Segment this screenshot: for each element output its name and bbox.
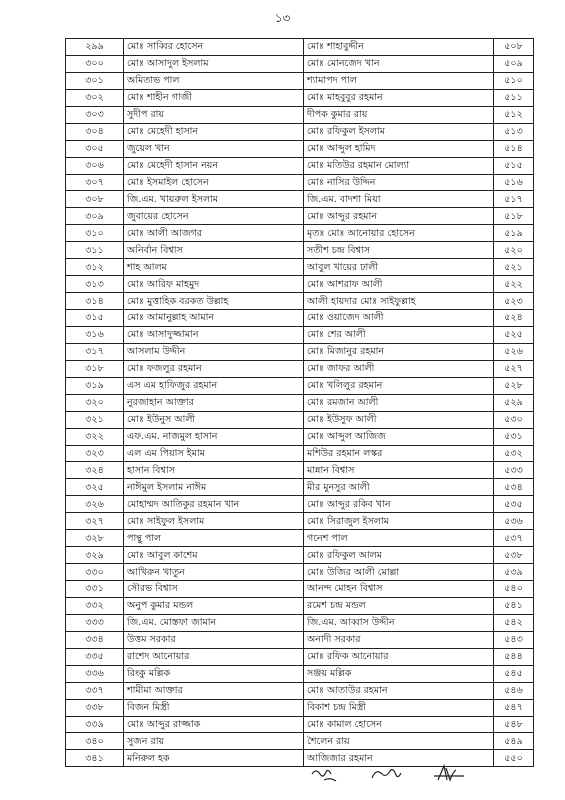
serial-cell: ৩০৭ [66, 174, 124, 191]
serial-cell: ৩০৩ [66, 106, 124, 123]
number-cell: ৫১০ [494, 72, 534, 89]
father-name-cell: মোঃ মোনজেদ খান [304, 55, 494, 72]
name-cell: জি.এম. মোস্তফা জামান [124, 614, 304, 631]
name-cell: রিংকু মল্লিক [124, 665, 304, 682]
number-cell: ৫৩৭ [494, 530, 534, 547]
name-cell: বিজন মিস্ত্রী [124, 699, 304, 716]
number-cell: ৫৩৯ [494, 564, 534, 581]
name-cell: আসলাম উদ্দীন [124, 343, 304, 360]
name-cell: মোঃ আব্দুর রাজ্জাক [124, 716, 304, 733]
serial-cell: ৩০৯ [66, 208, 124, 225]
table-row [66, 174, 534, 191]
name-cell: মোঃ আমানুল্লাহ আমান [124, 310, 304, 327]
father-name-cell: মোঃ আব্দুর রকিব খান [304, 496, 494, 513]
number-cell: ৫১১ [494, 89, 534, 106]
number-cell: ৫২৩ [494, 293, 534, 310]
table-row [66, 106, 534, 123]
number-cell: ৫৪৪ [494, 648, 534, 665]
table-row [66, 225, 534, 242]
father-name-cell: গনেশ পাল [304, 530, 494, 547]
name-cell: জি.এম. খায়রুল ইসলাম [124, 191, 304, 208]
name-cell: মোঃ আসাদুল ইসলাম [124, 55, 304, 72]
father-name-cell: মোঃ আব্দুল আজিজ [304, 428, 494, 445]
number-cell: ৫২০ [494, 242, 534, 259]
table-row [66, 242, 534, 259]
father-name-cell: মান্নান বিশ্বাস [304, 462, 494, 479]
serial-cell: ৩০০ [66, 55, 124, 72]
serial-cell: ৩০৬ [66, 157, 124, 174]
serial-cell: ৩৩৯ [66, 716, 124, 733]
signatures [300, 760, 520, 790]
table-row [66, 597, 534, 614]
number-cell: ৫৩৫ [494, 496, 534, 513]
name-cell: সৌরভ বিশ্বাস [124, 581, 304, 598]
serial-cell: ৩৩৬ [66, 665, 124, 682]
name-cell: জুয়েল খান [124, 140, 304, 157]
name-cell: মোহাম্মদ আতিকুর রহমান খান [124, 496, 304, 513]
number-cell: ৫৪৫ [494, 665, 534, 682]
table-row [66, 581, 534, 598]
candidate-table [65, 38, 534, 767]
number-cell: ৫০৯ [494, 55, 534, 72]
table-row [66, 140, 534, 157]
father-name-cell: মোঃ রফিকুল ইসলাম [304, 123, 494, 140]
table-row [66, 530, 534, 547]
name-cell: পান্থু পাল [124, 530, 304, 547]
name-cell: সুজন রায় [124, 733, 304, 750]
table-row [66, 614, 534, 631]
name-cell: অমিতাভ পাল [124, 72, 304, 89]
number-cell: ৫৩৬ [494, 513, 534, 530]
serial-cell: ৩২৩ [66, 445, 124, 462]
table-row [66, 55, 534, 72]
name-cell: মোঃ আবুল কাশেম [124, 547, 304, 564]
table-row [66, 326, 534, 343]
serial-cell: ৩১৫ [66, 310, 124, 327]
serial-cell: ৩২৮ [66, 530, 124, 547]
serial-cell: ৩১৪ [66, 293, 124, 310]
serial-cell: ৩০৪ [66, 123, 124, 140]
name-cell: অনির্বান বিশ্বাস [124, 242, 304, 259]
number-cell: ৫৩৩ [494, 462, 534, 479]
serial-cell: ৩৩১ [66, 581, 124, 598]
name-cell: উত্তম সরকার [124, 631, 304, 648]
father-name-cell: আনন্দ মোহন বিশ্বাস [304, 581, 494, 598]
father-name-cell: মশিউর রহমান লস্কর [304, 445, 494, 462]
serial-cell: ৩১৯ [66, 377, 124, 394]
father-name-cell: শ্যামাপদ পাল [304, 72, 494, 89]
father-name-cell: মোঃ রফিক আনোয়ার [304, 648, 494, 665]
serial-cell: ৩২৫ [66, 479, 124, 496]
serial-cell: ৩৩৩ [66, 614, 124, 631]
father-name-cell: মোঃ আব্দুর রহমান [304, 208, 494, 225]
number-cell: ৫১৮ [494, 208, 534, 225]
serial-cell: ৩৩০ [66, 564, 124, 581]
table-row [66, 259, 534, 276]
number-cell: ৫১৯ [494, 225, 534, 242]
signature-1 [312, 770, 336, 781]
father-name-cell: আজিজার রহমান [304, 750, 494, 767]
table-row [66, 733, 534, 750]
father-name-cell: জি.এম. বাদশা মিয়া [304, 191, 494, 208]
father-name-cell: দীপক কুমার রায় [304, 106, 494, 123]
name-cell: মোঃ আরিফ মাহমুদ [124, 276, 304, 293]
serial-cell: ৩৪০ [66, 733, 124, 750]
father-name-cell: মোঃ মিজানুর রহমান [304, 343, 494, 360]
table-row [66, 411, 534, 428]
number-cell: ৫২৪ [494, 310, 534, 327]
table-row [66, 699, 534, 716]
table-row [66, 513, 534, 530]
name-cell: অনুপ কুমার মন্ডল [124, 597, 304, 614]
name-cell: এফ.এম. নাজমুল হাসান [124, 428, 304, 445]
table-row [66, 123, 534, 140]
name-cell: মোঃ আলী আজগর [124, 225, 304, 242]
father-name-cell: জি.এম. আব্বাস উদ্দীন [304, 614, 494, 631]
table-row [66, 547, 534, 564]
number-cell: ৫৪২ [494, 614, 534, 631]
serial-cell: ৩১৩ [66, 276, 124, 293]
table-row [66, 72, 534, 89]
number-cell: ৫২২ [494, 276, 534, 293]
table-row [66, 631, 534, 648]
number-cell: ৫৩০ [494, 411, 534, 428]
number-cell: ৫২৫ [494, 326, 534, 343]
number-cell: ৫২৬ [494, 343, 534, 360]
serial-cell: ৩৩৫ [66, 648, 124, 665]
serial-cell: ৩১৭ [66, 343, 124, 360]
father-name-cell: আবুল খায়ের ঢালী [304, 259, 494, 276]
name-cell: শামীমা আক্তার [124, 682, 304, 699]
number-cell: ৫১৬ [494, 174, 534, 191]
number-cell: ৫২৭ [494, 360, 534, 377]
table-row [66, 293, 534, 310]
father-name-cell: মোঃ আশরাফ আলী [304, 276, 494, 293]
serial-cell: ৩৩৭ [66, 682, 124, 699]
serial-cell: ৩১১ [66, 242, 124, 259]
serial-cell: ৩২৬ [66, 496, 124, 513]
number-cell: ৫২৯ [494, 394, 534, 411]
number-cell: ৫২৮ [494, 377, 534, 394]
father-name-cell: মোঃ শের আলী [304, 326, 494, 343]
serial-cell: ৩০১ [66, 72, 124, 89]
name-cell: মোঃ মেহেদী হাসান নয়ন [124, 157, 304, 174]
name-cell: সুদীপ রায় [124, 106, 304, 123]
table-row [66, 191, 534, 208]
number-cell: ৫৪৭ [494, 699, 534, 716]
father-name-cell: মোঃ জাফর আলী [304, 360, 494, 377]
table-row [66, 89, 534, 106]
father-name-cell: মীর মুনসুর আলী [304, 479, 494, 496]
number-cell: ৫২১ [494, 259, 534, 276]
number-cell: ৫৪৬ [494, 682, 534, 699]
name-cell: মোঃ সাইফুল ইসলাম [124, 513, 304, 530]
serial-cell: ৩২১ [66, 411, 124, 428]
father-name-cell: আলী হায়দার মোঃ সাইফুল্লাহ [304, 293, 494, 310]
table-row [66, 394, 534, 411]
father-name-cell: মোঃ কামাল হোসেন [304, 716, 494, 733]
signature-3 [434, 766, 464, 780]
name-cell: এস এম হাফিজুর রহমান [124, 377, 304, 394]
father-name-cell: মোঃ উজির আলী মোল্লা [304, 564, 494, 581]
table-row [66, 428, 534, 445]
number-cell: ৫০৮ [494, 39, 534, 56]
father-name-cell: সতীশ চন্দ্র বিশ্বাস [304, 242, 494, 259]
serial-cell: ২৯৯ [66, 39, 124, 56]
father-name-cell: মোঃ শাহাবুদ্দীন [304, 39, 494, 56]
number-cell: ৫৪৩ [494, 631, 534, 648]
name-cell: আখিরুন খাতুন [124, 564, 304, 581]
name-cell: নাঈমুল ইসলাম নাঈম [124, 479, 304, 496]
father-name-cell: মোঃ রমজান আলী [304, 394, 494, 411]
page-number: ১৩ [274, 11, 291, 25]
father-name-cell: মোঃ ইউসুফ আলী [304, 411, 494, 428]
signature-marks [300, 760, 520, 790]
number-cell: ৫১৪ [494, 140, 534, 157]
table-row [66, 462, 534, 479]
number-cell: ৫১৩ [494, 123, 534, 140]
father-name-cell: মোঃ রফিকুল আলম [304, 547, 494, 564]
serial-cell: ৩২৭ [66, 513, 124, 530]
father-name-cell: মোঃ আতাউর রহমান [304, 682, 494, 699]
signature-2 [372, 770, 401, 778]
number-cell: ৫৩১ [494, 428, 534, 445]
table-row [66, 39, 534, 56]
serial-cell: ৩১২ [66, 259, 124, 276]
serial-cell: ৩২৪ [66, 462, 124, 479]
serial-cell: ৩২২ [66, 428, 124, 445]
number-cell: ৫৪১ [494, 597, 534, 614]
number-cell: ৫১৭ [494, 191, 534, 208]
table-row [66, 682, 534, 699]
name-cell: মোঃ আসাদুজ্জামান [124, 326, 304, 343]
number-cell: ৫১২ [494, 106, 534, 123]
number-cell: ৫৪৮ [494, 716, 534, 733]
father-name-cell: মৃতঃ মোঃ আনোয়ার হোসেন [304, 225, 494, 242]
number-cell: ৫১৫ [494, 157, 534, 174]
name-cell: মনিরুল হক [124, 750, 304, 767]
table-row [66, 648, 534, 665]
table-row [66, 276, 534, 293]
number-cell: ৫৩৪ [494, 479, 534, 496]
table-row [66, 496, 534, 513]
table-row [66, 343, 534, 360]
serial-cell: ৩৩৪ [66, 631, 124, 648]
table-row [66, 310, 534, 327]
father-name-cell: রমেশ চন্দ্র মন্ডল [304, 597, 494, 614]
father-name-cell: মোঃ নাসির উদ্দিন [304, 174, 494, 191]
father-name-cell: মোঃ সিরাজুল ইসলাম [304, 513, 494, 530]
serial-cell: ৩২০ [66, 394, 124, 411]
name-cell: মোঃ সাব্বির হোসেন [124, 39, 304, 56]
father-name-cell: মোঃ মতিউর রহমান মোল্যা [304, 157, 494, 174]
name-cell: মোঃ ফজলুর রহমান [124, 360, 304, 377]
table-row [66, 445, 534, 462]
table-row [66, 360, 534, 377]
serial-cell: ৩২৯ [66, 547, 124, 564]
father-name-cell: মোঃ খলিলুর রহমান [304, 377, 494, 394]
serial-cell: ৩০৫ [66, 140, 124, 157]
name-cell: জুবায়ের হোসেন [124, 208, 304, 225]
father-name-cell: শৈলেন রায় [304, 733, 494, 750]
number-cell: ৫৫০ [494, 750, 534, 767]
candidate-table-body [66, 39, 534, 767]
serial-cell: ৩৩২ [66, 597, 124, 614]
table-row [66, 665, 534, 682]
table-row [66, 479, 534, 496]
name-cell: শাহ আলম [124, 259, 304, 276]
serial-cell: ৩১৮ [66, 360, 124, 377]
name-cell: নুরজাহান আক্তার [124, 394, 304, 411]
name-cell: রাশেদ আনোয়ার [124, 648, 304, 665]
serial-cell: ৩৩৮ [66, 699, 124, 716]
table-row [66, 564, 534, 581]
table-row [66, 377, 534, 394]
serial-cell: ৩১৬ [66, 326, 124, 343]
father-name-cell: বিকাশ চন্দ্র মিস্ত্রী [304, 699, 494, 716]
number-cell: ৫৩৮ [494, 547, 534, 564]
name-cell: হাসান বিশ্বাস [124, 462, 304, 479]
name-cell: মোঃ শাহীন গাজী [124, 89, 304, 106]
father-name-cell: অনাদী সরকার [304, 631, 494, 648]
father-name-cell: মোঃ ওয়াজেদ আলী [304, 310, 494, 327]
father-name-cell: মোঃ মাহবুবুর রহমান [304, 89, 494, 106]
name-cell: মোঃ ইসমাইল হোসেন [124, 174, 304, 191]
father-name-cell: সঞ্জয় মল্লিক [304, 665, 494, 682]
number-cell: ৫৪৯ [494, 733, 534, 750]
table-row [66, 716, 534, 733]
table-row [66, 157, 534, 174]
number-cell: ৫৪০ [494, 581, 534, 598]
name-cell: মোঃ মেহেদী হাসান [124, 123, 304, 140]
number-cell: ৫৩২ [494, 445, 534, 462]
name-cell: মোঃ ইউনুস আলী [124, 411, 304, 428]
serial-cell: ৩৪১ [66, 750, 124, 767]
father-name-cell: মোঃ আব্দুল হামিদ [304, 140, 494, 157]
table-row [66, 208, 534, 225]
name-cell: মোঃ মুত্তাহিক বরকত উল্লাহ [124, 293, 304, 310]
serial-cell: ৩০২ [66, 89, 124, 106]
serial-cell: ৩১০ [66, 225, 124, 242]
serial-cell: ৩০৮ [66, 191, 124, 208]
name-cell: এল এম পিয়াস ইমাম [124, 445, 304, 462]
